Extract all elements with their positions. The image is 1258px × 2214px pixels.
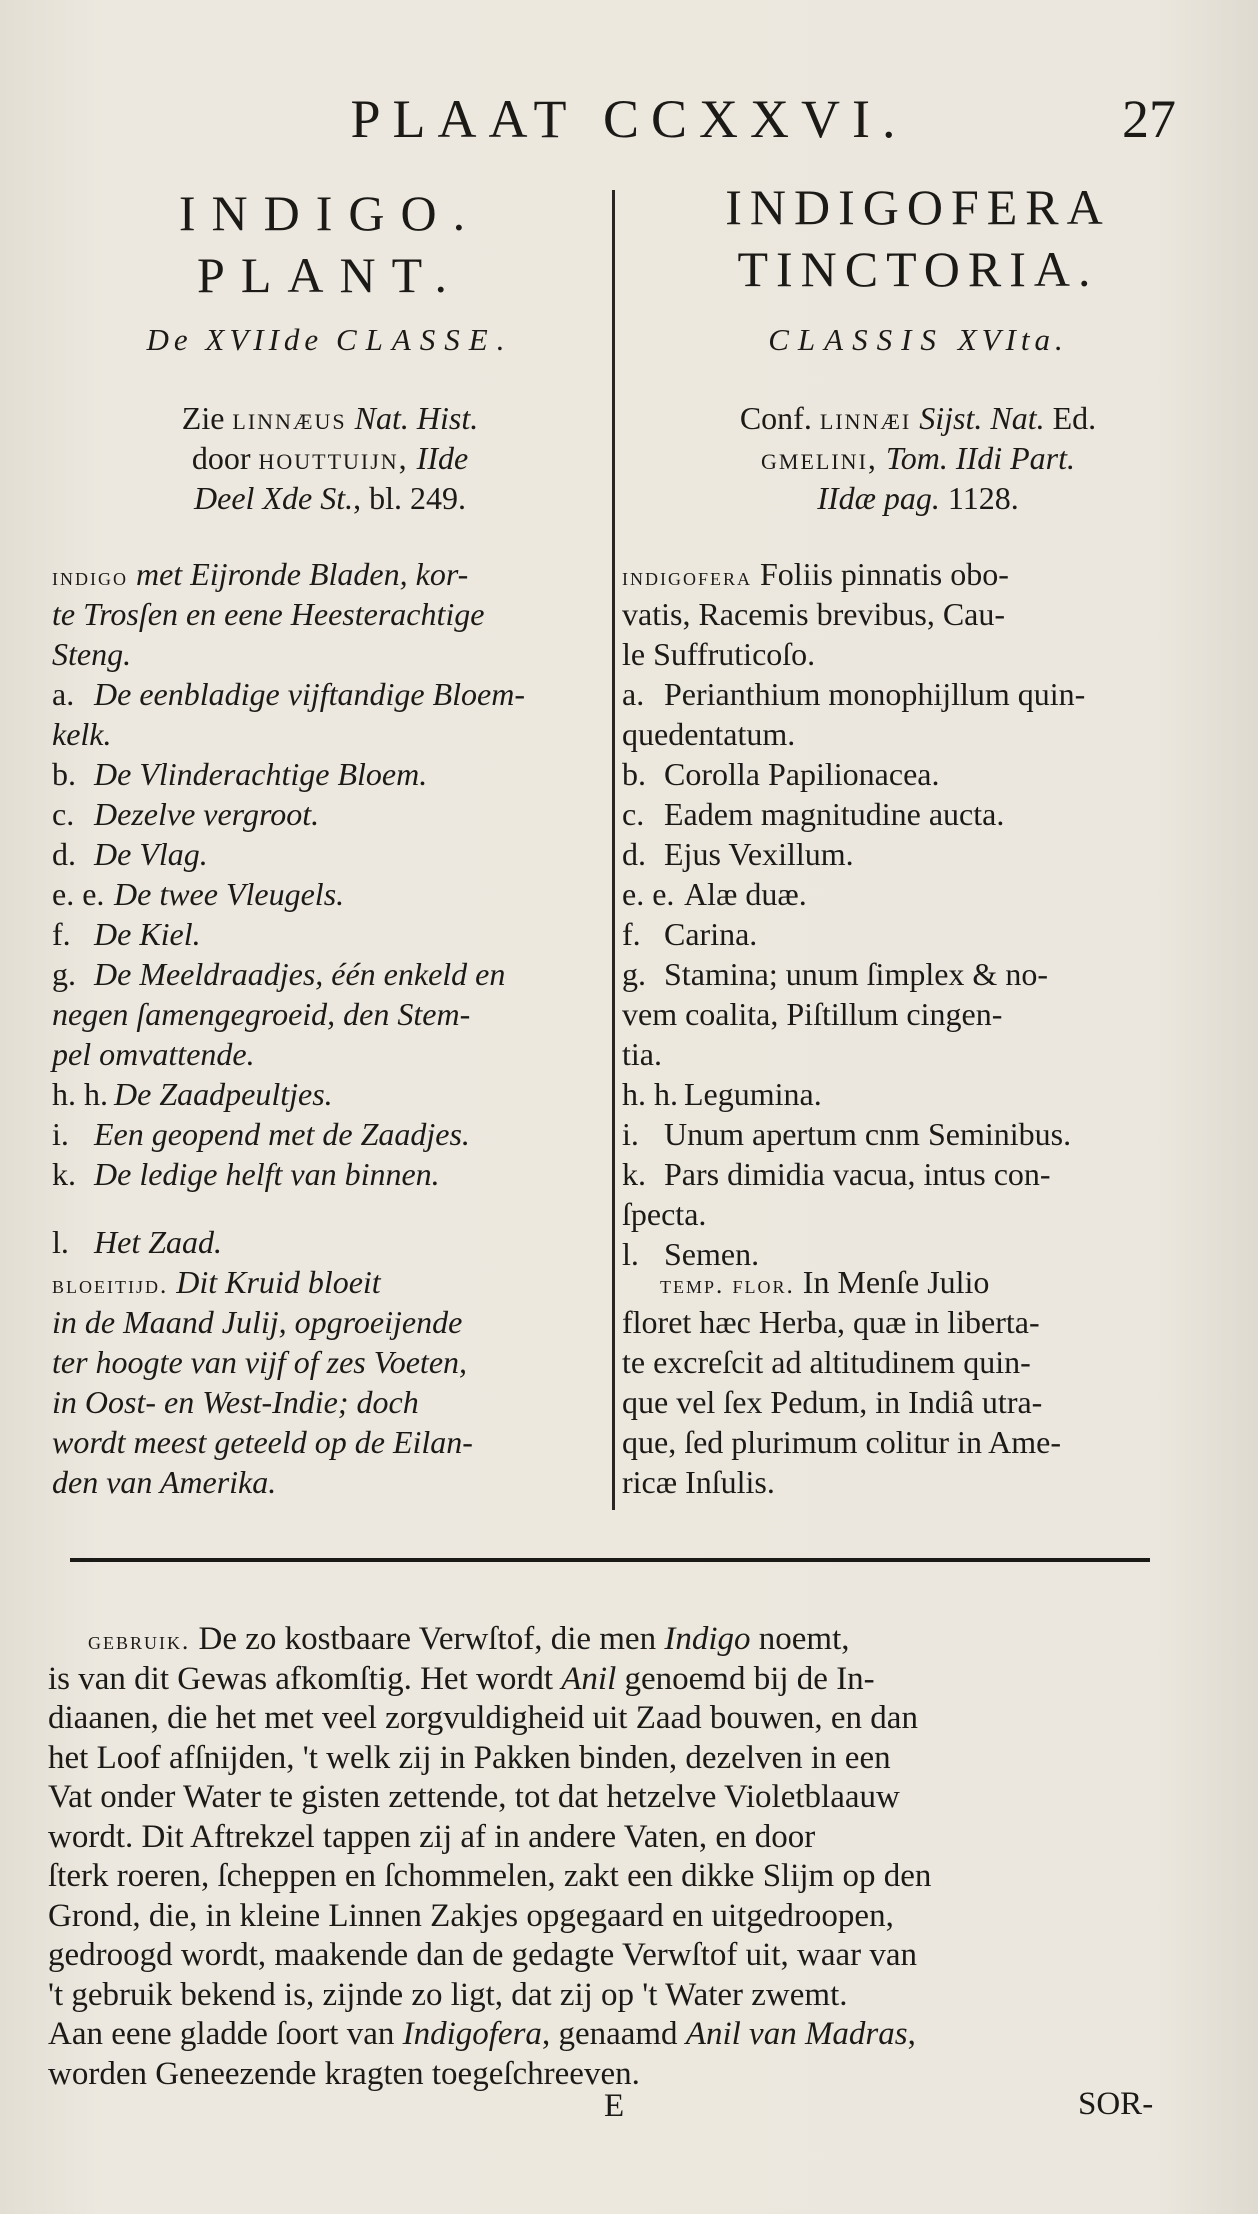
text-line: Aan eene gladde ſoort van Indigofera, genaamd Anil van Madras, — [48, 2016, 916, 2052]
item-label: k. — [622, 1156, 646, 1192]
item-label: l. — [622, 1236, 639, 1272]
item-label: k. — [52, 1156, 76, 1192]
list-item: ter hoogte van vijf of zes Voeten, — [52, 1344, 468, 1380]
left-reference — [50, 398, 610, 518]
item-text: Stamina; unum ſimplex & no- — [664, 956, 1048, 992]
list-item: l. Het Zaad. — [52, 1224, 222, 1260]
list-item — [52, 1114, 608, 1154]
list-item — [52, 714, 608, 754]
item-text: tia. — [622, 1036, 662, 1072]
item-text: De Vlinderachtige Bloem. — [94, 756, 428, 792]
signature-mark: E — [604, 2088, 625, 2124]
right-classis — [618, 322, 1218, 358]
item-label: g. — [52, 956, 76, 992]
ref-text: Ed. — [1052, 400, 1097, 436]
item-label: g. — [622, 956, 646, 992]
item-text: Perianthium monophijllum quin- — [664, 676, 1086, 712]
ref-part: Deel Xde St. — [194, 480, 354, 516]
item-text: Unum apertum cnm Seminibus. — [664, 1116, 1072, 1152]
genus-name: indigo — [52, 564, 128, 591]
section-rule — [70, 1558, 1150, 1562]
ref-volume: Tom. IIdi Part. — [885, 440, 1075, 476]
list-item — [52, 914, 608, 954]
item-text: pel omvattende. — [52, 1036, 255, 1072]
item-text: met Eijronde Bladen, kor- — [127, 556, 469, 592]
right-reference — [618, 398, 1218, 518]
list-item — [622, 1194, 1222, 1234]
left-title — [50, 182, 610, 306]
ref-page: , bl. 249. — [353, 480, 466, 516]
left-classe — [50, 322, 610, 358]
item-text: vem coalita, Piſtillum cingen- — [622, 996, 1003, 1032]
list-item — [622, 754, 1222, 794]
text-line: is van dit Gewas afkomſtig. Het wordt Anil genoemd bij de In- — [48, 1660, 875, 1697]
item-text: De Zaadpeultjes. — [114, 1076, 333, 1112]
list-item — [622, 874, 1222, 914]
list-item — [52, 594, 608, 634]
item-text: Foliis pinnatis obo- — [752, 556, 1009, 592]
item-label: d. — [52, 836, 76, 872]
list-item: in de Maand Julij, opgroeijende — [52, 1304, 463, 1340]
item-label: c. — [622, 796, 645, 832]
right-classis-word: CLASSIS — [768, 322, 945, 357]
ref-part: IIdæ pag. — [817, 480, 940, 516]
ref-author: houttuijn, — [258, 440, 409, 476]
right-title-line2: TINCTORIA. — [737, 241, 1099, 297]
list-item — [622, 994, 1222, 1034]
item-text: Een geopend met de Zaadjes. — [94, 1116, 470, 1152]
list-item: que, ſed plurimum colitur in Ame- — [622, 1424, 1062, 1460]
text-line: gebruik. De zo kostbaare Verwſtof, die men Indigo noemt, — [88, 1621, 850, 1657]
item-text: kelk. — [52, 716, 112, 752]
ref-text: Zie — [181, 400, 225, 436]
item-label: a. — [52, 676, 75, 712]
column-divider — [612, 190, 615, 1510]
text-line: gedroogd wordt, maakende dan de gedagte Verwſtof uit, waar van — [48, 1937, 918, 1973]
item-label: a. — [622, 676, 645, 712]
text-line: wordt. Dit Aftrekzel tappen zij af in andere Vaten, en door — [48, 1818, 816, 1855]
item-label: f. — [622, 916, 641, 952]
ref-volume: IIde — [416, 440, 469, 476]
item-text: le Suffruticoſo. — [622, 636, 816, 672]
gebruik-label: gebruik. — [88, 1628, 191, 1655]
item-text: Dezelve vergroot. — [94, 796, 320, 832]
right-title-line1: INDIGOFERA — [725, 179, 1111, 235]
list-item — [622, 1114, 1222, 1154]
list-item — [52, 1154, 608, 1194]
right-entries — [622, 554, 1222, 1274]
item-text: Steng. — [52, 636, 132, 672]
item-label: b. — [622, 756, 646, 792]
text-line: Vat onder Water te gisten zettende, tot dat hetzelve Violetblaauw — [48, 1779, 900, 1815]
item-label: i. — [52, 1116, 69, 1152]
catchword: SOR- — [1078, 2086, 1154, 2122]
left-bloeitijd — [52, 1222, 608, 1502]
list-item — [622, 1074, 1222, 1114]
text-line: Grond, die, in kleine Linnen Zakjes opgegaard en uitgedroopen, — [48, 1897, 894, 1934]
list-item — [52, 874, 608, 914]
text-line: worden Geneezende kragten toegeſchreeven. — [48, 2055, 640, 2092]
item-label: c. — [52, 796, 75, 832]
item-text: Legumina. — [684, 1076, 822, 1112]
list-item — [622, 834, 1222, 874]
list-item — [52, 954, 608, 994]
item-text: Semen. — [664, 1236, 760, 1272]
item-text: Eadem magnitudine aucta. — [664, 796, 1005, 832]
item-text: De twee Vleugels. — [114, 876, 345, 912]
ref-page: 1128. — [947, 480, 1019, 516]
list-item — [52, 994, 608, 1034]
list-item — [52, 794, 608, 834]
item-label: e. e. — [622, 876, 675, 912]
item-label: d. — [622, 836, 646, 872]
ref-author: gmelini, — [761, 440, 878, 476]
item-text: ſpecta. — [622, 1196, 707, 1232]
item-text: te Trosſen en eene Heesterachtige — [52, 596, 485, 632]
list-item: den van Amerika. — [52, 1464, 277, 1500]
list-item: bloeitijd. Dit Kruid bloeit — [52, 1264, 381, 1300]
list-item — [622, 954, 1222, 994]
item-label: i. — [622, 1116, 639, 1152]
right-temp-flor — [622, 1262, 1222, 1502]
left-classe-word: CLASSE. — [335, 322, 514, 357]
list-item: que vel ſex Pedum, in Indiâ utra- — [622, 1384, 1043, 1420]
list-item — [52, 834, 608, 874]
page-number: 27 — [1122, 89, 1176, 149]
list-item — [622, 1034, 1222, 1074]
item-text: De Meeldraadjes, één enkeld en — [94, 956, 506, 992]
list-item — [622, 714, 1222, 754]
text-line: het Loof afſnijden, 't welk zij in Pakken binden, dezelven in een — [48, 1739, 891, 1776]
item-text: negen ſamengegroeid, den Stem- — [52, 996, 471, 1032]
temp-flor-label: temp. flor. — [660, 1272, 795, 1299]
item-text: De eenbladige vijftandige Bloem- — [94, 676, 525, 712]
ref-author: linnæi — [819, 400, 912, 436]
item-text: vatis, Racemis brevibus, Cau- — [622, 596, 1006, 632]
item-text: Alæ duæ. — [684, 876, 807, 912]
item-text: De Kiel. — [94, 916, 201, 952]
list-item: temp. flor. In Menſe Julio — [622, 1262, 1222, 1302]
ref-text: door — [191, 440, 251, 476]
list-item — [622, 914, 1222, 954]
text-line: ſterk roeren, ſcheppen en ſchommelen, zakt een dikke Slijm op den — [48, 1858, 932, 1894]
list-item — [52, 754, 608, 794]
list-item — [622, 554, 1222, 594]
list-item — [622, 594, 1222, 634]
list-item — [52, 674, 608, 714]
item-label: b. — [52, 756, 76, 792]
item-text: Corolla Papilionacea. — [664, 756, 940, 792]
list-item: floret hæc Herba, quæ in liberta- — [622, 1304, 1040, 1340]
item-text: quedentatum. — [622, 716, 796, 752]
item-text: De ledige helft van binnen. — [94, 1156, 440, 1192]
list-item — [622, 634, 1222, 674]
item-label: f. — [52, 916, 71, 952]
left-entries — [52, 554, 608, 1194]
list-item — [52, 1074, 608, 1114]
bloeitijd-label: bloeitijd. — [52, 1272, 169, 1299]
running-head — [0, 88, 1258, 150]
list-item — [622, 674, 1222, 714]
list-item: in Oost- en West-Indie; doch — [52, 1384, 419, 1420]
list-item — [52, 554, 608, 594]
list-item — [52, 1034, 608, 1074]
list-item — [52, 634, 608, 674]
gebruik-paragraph — [48, 1620, 1164, 2094]
list-item — [622, 794, 1222, 834]
item-text: De Vlag. — [94, 836, 208, 872]
left-title-line2: PLANT. — [197, 247, 463, 303]
item-text: Carina. — [664, 916, 758, 952]
left-title-line1: INDIGO. — [178, 185, 482, 241]
item-label: e. e. — [52, 876, 105, 912]
right-classis-label: XVIta. — [957, 322, 1068, 357]
list-item — [622, 1154, 1222, 1194]
plate-title: PLAAT CCXXVI. — [350, 89, 908, 149]
ref-work: Nat. Hist. — [354, 400, 479, 436]
item-text: Ejus Vexillum. — [664, 836, 854, 872]
list-item: ricæ Inſulis. — [622, 1464, 775, 1500]
item-label: h. h. — [52, 1076, 108, 1112]
genus-name: indigofera — [622, 564, 752, 591]
left-classe-label: De XVIIde — [146, 322, 324, 357]
item-label: h. h. — [622, 1076, 678, 1112]
ref-text: Conf. — [739, 400, 812, 436]
right-title — [618, 176, 1218, 300]
list-item: te excreſcit ad altitudinem quin- — [622, 1344, 1031, 1380]
text-line: 't gebruik bekend is, zijnde zo ligt, dat zij op 't Water zwemt. — [48, 1976, 848, 2013]
ref-author: linnæus — [232, 400, 347, 436]
list-item: wordt meest geteeld op de Eilan- — [52, 1424, 473, 1460]
text-line: diaanen, die het met veel zorgvuldigheid uit Zaad bouwen, en dan — [48, 1700, 918, 1736]
item-text: Pars dimidia vacua, intus con- — [664, 1156, 1051, 1192]
ref-work: Sijst. Nat. — [919, 400, 1045, 436]
